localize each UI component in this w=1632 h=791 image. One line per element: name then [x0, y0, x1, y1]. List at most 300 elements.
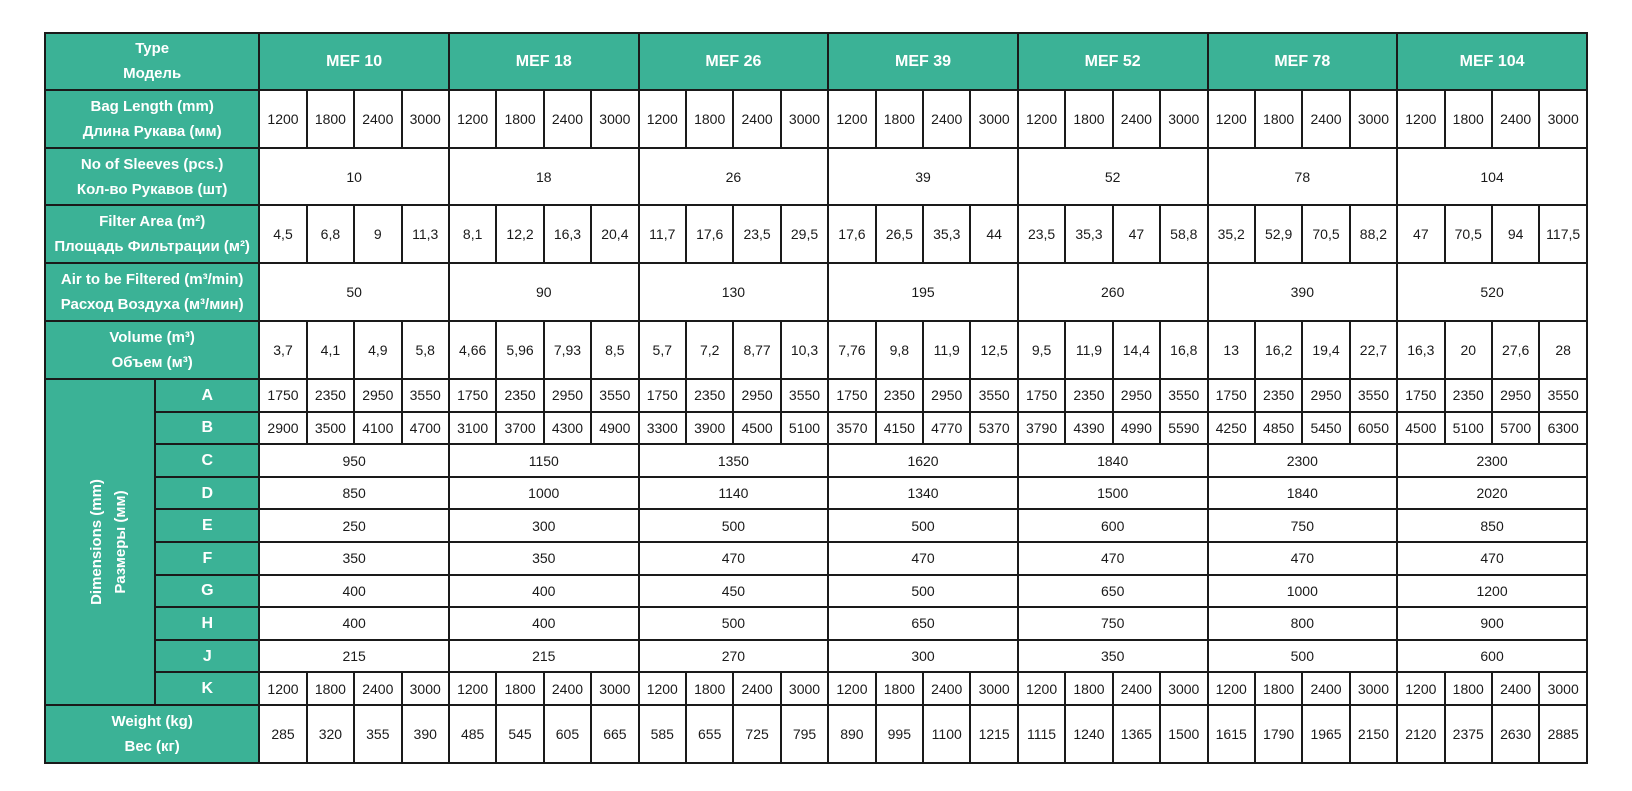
- volume-mef-52-cell: 14,4: [1113, 321, 1160, 379]
- dimension-a-mef-39-cell: 2950: [923, 379, 970, 412]
- bag-length-mef-10-cell: 1200: [259, 90, 306, 148]
- dimension-k-mef-10-cell: 3000: [402, 672, 449, 705]
- dimension-b-mef-26-cell: 5100: [781, 412, 828, 445]
- dimensions-label-rotated: [85, 479, 133, 605]
- volume-mef-18-cell: 7,93: [544, 321, 591, 379]
- air-label-line: Расход Воздуха (м³/мин): [60, 296, 244, 314]
- bag-length-mef-26-cell: 1800: [686, 90, 733, 148]
- row-volume: [45, 321, 1587, 379]
- bag-length-mef-10-cell: 2400: [354, 90, 401, 148]
- dimension-row-j: [45, 640, 1587, 673]
- dimension-a-mef-78-cell: 2950: [1302, 379, 1349, 412]
- sleeves-label: [45, 148, 259, 206]
- weight-mef-26-cell: 795: [781, 705, 828, 763]
- filter-area-mef-52-cell: 47: [1113, 205, 1160, 263]
- weight-mef-10-cell: 390: [402, 705, 449, 763]
- weight-mef-104-cell: 2885: [1539, 705, 1587, 763]
- sleeves-label-line: Кол-во Рукавов (шт): [76, 180, 228, 198]
- dimension-k-mef-52-cell: 2400: [1113, 672, 1160, 705]
- filter-area-label-line: Filter Area (m²): [99, 213, 206, 231]
- dimension-a-mef-26-cell: 3550: [781, 379, 828, 412]
- model-header-mef-26: MEF 26: [639, 33, 829, 90]
- dimension-k-mef-78-cell: 2400: [1302, 672, 1349, 705]
- bag-length-mef-26-cell: 1200: [639, 90, 686, 148]
- dimension-a-mef-10-cell: 1750: [259, 379, 306, 412]
- dimension-b-mef-78-cell: 4250: [1208, 412, 1255, 445]
- dimension-d-mef-104-cell: 2020: [1397, 477, 1587, 510]
- dimension-b-mef-52-cell: 5590: [1160, 412, 1207, 445]
- type-header-line: Модель: [123, 65, 182, 83]
- dimension-j-mef-78-cell: 500: [1208, 640, 1398, 673]
- bag-length-label-line: Bag Length (mm): [90, 97, 214, 115]
- filter-area-mef-104-cell: 117,5: [1539, 205, 1587, 263]
- dimension-b-mef-10-cell: 4100: [354, 412, 401, 445]
- row-bag-length: [45, 90, 1587, 148]
- dimension-f-mef-52-cell: 470: [1018, 542, 1208, 575]
- dimensions-label-line: Dimensions (mm): [87, 479, 105, 605]
- volume-mef-104-cell: 16,3: [1397, 321, 1444, 379]
- dimension-k-mef-18-cell: 2400: [544, 672, 591, 705]
- volume-mef-18-cell: 5,96: [496, 321, 543, 379]
- dimension-b-mef-10-cell: 3500: [307, 412, 354, 445]
- volume-label-line: Volume (m³): [109, 329, 195, 347]
- dimension-a-mef-10-cell: 2950: [354, 379, 401, 412]
- dimension-row-g: [45, 575, 1587, 608]
- weight-label-line: Weight (kg): [111, 712, 193, 730]
- dimension-a-mef-18-cell: 3550: [591, 379, 638, 412]
- dimension-f-mef-10-cell: 350: [259, 542, 449, 575]
- volume-mef-104-cell: 27,6: [1492, 321, 1539, 379]
- filter-area-mef-18-cell: 16,3: [544, 205, 591, 263]
- volume-mef-26-cell: 8,77: [733, 321, 780, 379]
- dimension-a-mef-78-cell: 1750: [1208, 379, 1255, 412]
- filter-area-mef-18-cell: 20,4: [591, 205, 638, 263]
- air-mef-10-cell: 50: [259, 263, 449, 321]
- dimension-d-mef-18-cell: 1000: [449, 477, 639, 510]
- bag-length-mef-18-cell: 1200: [449, 90, 496, 148]
- dimension-a-mef-18-cell: 1750: [449, 379, 496, 412]
- dimension-a-mef-26-cell: 2950: [733, 379, 780, 412]
- dimension-b-mef-78-cell: 5450: [1302, 412, 1349, 445]
- filter-area-mef-78-cell: 52,9: [1255, 205, 1302, 263]
- dimension-k-mef-104-cell: 1800: [1445, 672, 1492, 705]
- weight-mef-78-cell: 1965: [1302, 705, 1349, 763]
- dimension-b-mef-52-cell: 4390: [1065, 412, 1112, 445]
- dimension-j-mef-18-cell: 215: [449, 640, 639, 673]
- filter-area-mef-39-cell: 44: [970, 205, 1017, 263]
- weight-mef-39-cell: 1100: [923, 705, 970, 763]
- dimension-h-mef-18-cell: 400: [449, 607, 639, 640]
- filter-area-mef-52-cell: 23,5: [1018, 205, 1065, 263]
- dimension-letter-f: F: [155, 542, 259, 575]
- model-header-mef-10: MEF 10: [259, 33, 449, 90]
- weight-mef-18-cell: 545: [496, 705, 543, 763]
- filter-area-mef-104-cell: 47: [1397, 205, 1444, 263]
- dimension-e-mef-18-cell: 300: [449, 509, 639, 542]
- filter-area-label-line: Площадь Фильтрации (м²): [54, 238, 250, 256]
- bag-length-mef-104-cell: 2400: [1492, 90, 1539, 148]
- filter-area-mef-10-cell: 9: [354, 205, 401, 263]
- dimension-j-mef-39-cell: 300: [828, 640, 1018, 673]
- filter-area-mef-52-cell: 58,8: [1160, 205, 1207, 263]
- dimension-a-mef-104-cell: 2950: [1492, 379, 1539, 412]
- air-label: [45, 263, 259, 321]
- dimension-d-mef-52-cell: 1500: [1018, 477, 1208, 510]
- dimension-f-mef-18-cell: 350: [449, 542, 639, 575]
- sleeves-mef-104-cell: 104: [1397, 148, 1587, 206]
- air-mef-104-cell: 520: [1397, 263, 1587, 321]
- dimension-b-mef-10-cell: 2900: [259, 412, 306, 445]
- dimension-b-mef-52-cell: 3790: [1018, 412, 1065, 445]
- weight-mef-52-cell: 1500: [1160, 705, 1207, 763]
- dimension-c-mef-78-cell: 2300: [1208, 444, 1398, 477]
- dimension-k-mef-10-cell: 2400: [354, 672, 401, 705]
- dimension-k-mef-39-cell: 1200: [828, 672, 875, 705]
- bag-length-mef-104-cell: 3000: [1539, 90, 1587, 148]
- dimension-k-mef-26-cell: 3000: [781, 672, 828, 705]
- volume-mef-39-cell: 9,8: [876, 321, 923, 379]
- dimension-g-mef-52-cell: 650: [1018, 575, 1208, 608]
- dimension-b-mef-39-cell: 5370: [970, 412, 1017, 445]
- dimension-a-mef-26-cell: 2350: [686, 379, 733, 412]
- model-header-mef-52: MEF 52: [1018, 33, 1208, 90]
- volume-mef-78-cell: 16,2: [1255, 321, 1302, 379]
- filter-area-mef-104-cell: 70,5: [1445, 205, 1492, 263]
- dimension-g-mef-78-cell: 1000: [1208, 575, 1398, 608]
- dimension-g-mef-18-cell: 400: [449, 575, 639, 608]
- bag-length-mef-52-cell: 2400: [1113, 90, 1160, 148]
- filter-area-mef-18-cell: 12,2: [496, 205, 543, 263]
- volume-mef-26-cell: 5,7: [639, 321, 686, 379]
- dimension-j-mef-10-cell: 215: [259, 640, 449, 673]
- weight-mef-78-cell: 1615: [1208, 705, 1255, 763]
- dimension-k-mef-78-cell: 3000: [1350, 672, 1397, 705]
- dimension-letter-c: C: [155, 444, 259, 477]
- volume-mef-52-cell: 11,9: [1065, 321, 1112, 379]
- dimension-b-mef-39-cell: 4770: [923, 412, 970, 445]
- dimension-b-mef-18-cell: 4900: [591, 412, 638, 445]
- dimension-row-a: [45, 379, 1587, 412]
- weight-mef-39-cell: 890: [828, 705, 875, 763]
- volume-mef-10-cell: 5,8: [402, 321, 449, 379]
- volume-mef-39-cell: 11,9: [923, 321, 970, 379]
- dimension-j-mef-26-cell: 270: [639, 640, 829, 673]
- sleeves-mef-10-cell: 10: [259, 148, 449, 206]
- dimension-b-mef-26-cell: 3900: [686, 412, 733, 445]
- dimension-k-mef-18-cell: 1800: [496, 672, 543, 705]
- weight-mef-104-cell: 2120: [1397, 705, 1444, 763]
- dimension-b-mef-104-cell: 6300: [1539, 412, 1587, 445]
- weight-mef-10-cell: 320: [307, 705, 354, 763]
- dimension-g-mef-104-cell: 1200: [1397, 575, 1587, 608]
- volume-mef-52-cell: 16,8: [1160, 321, 1207, 379]
- bag-length-mef-10-cell: 3000: [402, 90, 449, 148]
- volume-label: [45, 321, 259, 379]
- dimension-a-mef-104-cell: 3550: [1539, 379, 1587, 412]
- dimension-a-mef-78-cell: 3550: [1350, 379, 1397, 412]
- dimension-b-mef-26-cell: 4500: [733, 412, 780, 445]
- row-sleeves: [45, 148, 1587, 206]
- dimension-h-mef-104-cell: 900: [1397, 607, 1587, 640]
- dimension-e-mef-26-cell: 500: [639, 509, 829, 542]
- dimension-b-mef-10-cell: 4700: [402, 412, 449, 445]
- dimension-a-mef-52-cell: 2950: [1113, 379, 1160, 412]
- dimension-f-mef-104-cell: 470: [1397, 542, 1587, 575]
- volume-mef-26-cell: 10,3: [781, 321, 828, 379]
- dimension-k-mef-18-cell: 1200: [449, 672, 496, 705]
- dimension-a-mef-104-cell: 2350: [1445, 379, 1492, 412]
- dimension-c-mef-52-cell: 1840: [1018, 444, 1208, 477]
- model-header-mef-78: MEF 78: [1208, 33, 1398, 90]
- dimension-letter-e: E: [155, 509, 259, 542]
- dimension-b-mef-18-cell: 3100: [449, 412, 496, 445]
- air-mef-78-cell: 390: [1208, 263, 1398, 321]
- bag-length-mef-39-cell: 1200: [828, 90, 875, 148]
- bag-length-mef-18-cell: 1800: [496, 90, 543, 148]
- filter-area-mef-78-cell: 70,5: [1302, 205, 1349, 263]
- weight-mef-104-cell: 2375: [1445, 705, 1492, 763]
- bag-length-mef-52-cell: 1200: [1018, 90, 1065, 148]
- sleeves-label-line: No of Sleeves (pcs.): [80, 155, 224, 173]
- dimension-k-mef-26-cell: 1800: [686, 672, 733, 705]
- dimension-d-mef-10-cell: 850: [259, 477, 449, 510]
- dimension-row-e: [45, 509, 1587, 542]
- filter-area-mef-39-cell: 35,3: [923, 205, 970, 263]
- dimension-h-mef-78-cell: 800: [1208, 607, 1398, 640]
- dimension-h-mef-10-cell: 400: [259, 607, 449, 640]
- bag-length-mef-78-cell: 1200: [1208, 90, 1255, 148]
- dimension-b-mef-78-cell: 6050: [1350, 412, 1397, 445]
- bag-length-mef-104-cell: 1800: [1445, 90, 1492, 148]
- dimension-row-f: [45, 542, 1587, 575]
- dimension-e-mef-104-cell: 850: [1397, 509, 1587, 542]
- dimension-e-mef-10-cell: 250: [259, 509, 449, 542]
- type-header: [45, 33, 259, 90]
- dimension-a-mef-18-cell: 2350: [496, 379, 543, 412]
- row-air: [45, 263, 1587, 321]
- filter-area-mef-52-cell: 35,3: [1065, 205, 1112, 263]
- dimension-k-mef-104-cell: 3000: [1539, 672, 1587, 705]
- header-row: [45, 33, 1587, 90]
- dimension-b-mef-18-cell: 4300: [544, 412, 591, 445]
- air-mef-26-cell: 130: [639, 263, 829, 321]
- dimension-b-mef-52-cell: 4990: [1113, 412, 1160, 445]
- sleeves-mef-52-cell: 52: [1018, 148, 1208, 206]
- row-weight: [45, 705, 1587, 763]
- dimension-a-mef-52-cell: 1750: [1018, 379, 1065, 412]
- sleeves-mef-39-cell: 39: [828, 148, 1018, 206]
- weight-mef-18-cell: 665: [591, 705, 638, 763]
- spec-table: [44, 32, 1588, 764]
- bag-length-mef-104-cell: 1200: [1397, 90, 1444, 148]
- volume-mef-39-cell: 7,76: [828, 321, 875, 379]
- dimension-c-mef-18-cell: 1150: [449, 444, 639, 477]
- weight-mef-52-cell: 1115: [1018, 705, 1065, 763]
- dimension-b-mef-104-cell: 4500: [1397, 412, 1444, 445]
- filter-area-mef-10-cell: 4,5: [259, 205, 306, 263]
- weight-mef-10-cell: 285: [259, 705, 306, 763]
- bag-length-mef-10-cell: 1800: [307, 90, 354, 148]
- weight-mef-39-cell: 995: [876, 705, 923, 763]
- dimension-b-mef-104-cell: 5100: [1445, 412, 1492, 445]
- sleeves-mef-78-cell: 78: [1208, 148, 1398, 206]
- dimension-k-mef-52-cell: 1800: [1065, 672, 1112, 705]
- weight-mef-52-cell: 1240: [1065, 705, 1112, 763]
- dimension-a-mef-39-cell: 1750: [828, 379, 875, 412]
- filter-area-mef-39-cell: 26,5: [876, 205, 923, 263]
- dimension-row-d: [45, 477, 1587, 510]
- dimension-a-mef-10-cell: 3550: [402, 379, 449, 412]
- bag-length-mef-52-cell: 1800: [1065, 90, 1112, 148]
- dimension-f-mef-78-cell: 470: [1208, 542, 1398, 575]
- dimension-h-mef-26-cell: 500: [639, 607, 829, 640]
- filter-area-mef-26-cell: 23,5: [733, 205, 780, 263]
- weight-mef-10-cell: 355: [354, 705, 401, 763]
- air-mef-39-cell: 195: [828, 263, 1018, 321]
- dimension-d-mef-78-cell: 1840: [1208, 477, 1398, 510]
- dimension-a-mef-104-cell: 1750: [1397, 379, 1444, 412]
- bag-length-mef-18-cell: 2400: [544, 90, 591, 148]
- dimension-a-mef-10-cell: 2350: [307, 379, 354, 412]
- model-header-mef-104: MEF 104: [1397, 33, 1587, 90]
- volume-mef-18-cell: 8,5: [591, 321, 638, 379]
- filter-area-mef-26-cell: 11,7: [639, 205, 686, 263]
- dimension-k-mef-78-cell: 1200: [1208, 672, 1255, 705]
- model-header-mef-18: MEF 18: [449, 33, 639, 90]
- dimension-k-mef-26-cell: 1200: [639, 672, 686, 705]
- bag-length-label-line: Длина Рукава (мм): [82, 122, 222, 140]
- filter-area-mef-26-cell: 29,5: [781, 205, 828, 263]
- dimension-h-mef-52-cell: 750: [1018, 607, 1208, 640]
- volume-mef-78-cell: 13: [1208, 321, 1255, 379]
- sleeves-mef-18-cell: 18: [449, 148, 639, 206]
- volume-label-line: Объем (м³): [111, 354, 193, 372]
- type-header-line: Type: [135, 40, 170, 58]
- dimension-e-mef-52-cell: 600: [1018, 509, 1208, 542]
- dimension-k-mef-26-cell: 2400: [733, 672, 780, 705]
- filter-area-mef-18-cell: 8,1: [449, 205, 496, 263]
- dimension-j-mef-104-cell: 600: [1397, 640, 1587, 673]
- air-mef-18-cell: 90: [449, 263, 639, 321]
- volume-mef-104-cell: 28: [1539, 321, 1587, 379]
- dimension-e-mef-39-cell: 500: [828, 509, 1018, 542]
- dimension-b-mef-39-cell: 4150: [876, 412, 923, 445]
- dimension-letter-b: B: [155, 412, 259, 445]
- weight-mef-78-cell: 2150: [1350, 705, 1397, 763]
- dimension-b-mef-39-cell: 3570: [828, 412, 875, 445]
- dimension-k-mef-52-cell: 1200: [1018, 672, 1065, 705]
- dimension-g-mef-39-cell: 500: [828, 575, 1018, 608]
- filter-area-mef-104-cell: 94: [1492, 205, 1539, 263]
- bag-length-mef-78-cell: 2400: [1302, 90, 1349, 148]
- weight-mef-104-cell: 2630: [1492, 705, 1539, 763]
- volume-mef-10-cell: 3,7: [259, 321, 306, 379]
- weight-mef-18-cell: 605: [544, 705, 591, 763]
- dimension-f-mef-39-cell: 470: [828, 542, 1018, 575]
- bag-length-label: [45, 90, 259, 148]
- weight-mef-52-cell: 1365: [1113, 705, 1160, 763]
- dimension-k-mef-104-cell: 1200: [1397, 672, 1444, 705]
- dimension-c-mef-104-cell: 2300: [1397, 444, 1587, 477]
- dimension-b-mef-104-cell: 5700: [1492, 412, 1539, 445]
- dimension-letter-a: A: [155, 379, 259, 412]
- dimension-a-mef-39-cell: 3550: [970, 379, 1017, 412]
- dimension-k-mef-52-cell: 3000: [1160, 672, 1207, 705]
- dimension-a-mef-52-cell: 3550: [1160, 379, 1207, 412]
- dimension-c-mef-39-cell: 1620: [828, 444, 1018, 477]
- dimension-a-mef-52-cell: 2350: [1065, 379, 1112, 412]
- dimension-k-mef-78-cell: 1800: [1255, 672, 1302, 705]
- bag-length-mef-39-cell: 3000: [970, 90, 1017, 148]
- dimension-k-mef-10-cell: 1800: [307, 672, 354, 705]
- dimension-letter-d: D: [155, 477, 259, 510]
- filter-area-mef-26-cell: 17,6: [686, 205, 733, 263]
- dimension-letter-j: J: [155, 640, 259, 673]
- weight-label: [45, 705, 259, 763]
- dimension-f-mef-26-cell: 470: [639, 542, 829, 575]
- weight-mef-26-cell: 725: [733, 705, 780, 763]
- bag-length-mef-26-cell: 3000: [781, 90, 828, 148]
- bag-length-mef-78-cell: 1800: [1255, 90, 1302, 148]
- bag-length-mef-39-cell: 2400: [923, 90, 970, 148]
- dimension-d-mef-26-cell: 1140: [639, 477, 829, 510]
- dimensions-label: [45, 379, 155, 705]
- volume-mef-78-cell: 19,4: [1302, 321, 1349, 379]
- dimension-row-b: [45, 412, 1587, 445]
- row-filter-area: [45, 205, 1587, 263]
- dimension-j-mef-52-cell: 350: [1018, 640, 1208, 673]
- filter-area-mef-78-cell: 35,2: [1208, 205, 1255, 263]
- air-mef-52-cell: 260: [1018, 263, 1208, 321]
- bag-length-mef-78-cell: 3000: [1350, 90, 1397, 148]
- bag-length-mef-52-cell: 3000: [1160, 90, 1207, 148]
- dimension-c-mef-10-cell: 950: [259, 444, 449, 477]
- dimension-c-mef-26-cell: 1350: [639, 444, 829, 477]
- filter-area-mef-10-cell: 11,3: [402, 205, 449, 263]
- dimension-a-mef-26-cell: 1750: [639, 379, 686, 412]
- dimension-e-mef-78-cell: 750: [1208, 509, 1398, 542]
- weight-label-line: Вес (кг): [124, 737, 180, 755]
- volume-mef-18-cell: 4,66: [449, 321, 496, 379]
- volume-mef-39-cell: 12,5: [970, 321, 1017, 379]
- volume-mef-10-cell: 4,9: [354, 321, 401, 379]
- dimension-b-mef-26-cell: 3300: [639, 412, 686, 445]
- dimension-k-mef-39-cell: 2400: [923, 672, 970, 705]
- weight-mef-26-cell: 585: [639, 705, 686, 763]
- dimension-letter-g: G: [155, 575, 259, 608]
- dimension-a-mef-18-cell: 2950: [544, 379, 591, 412]
- bag-length-mef-26-cell: 2400: [733, 90, 780, 148]
- dimension-d-mef-39-cell: 1340: [828, 477, 1018, 510]
- dimension-letter-h: H: [155, 607, 259, 640]
- volume-mef-26-cell: 7,2: [686, 321, 733, 379]
- air-label-line: Air to be Filtered (m³/min): [60, 271, 244, 289]
- weight-mef-26-cell: 655: [686, 705, 733, 763]
- volume-mef-10-cell: 4,1: [307, 321, 354, 379]
- dimension-k-mef-104-cell: 2400: [1492, 672, 1539, 705]
- dimensions-label-line: Размеры (мм): [111, 490, 129, 594]
- filter-area-mef-10-cell: 6,8: [307, 205, 354, 263]
- volume-mef-52-cell: 9,5: [1018, 321, 1065, 379]
- bag-length-mef-39-cell: 1800: [876, 90, 923, 148]
- dimension-b-mef-18-cell: 3700: [496, 412, 543, 445]
- dimension-h-mef-39-cell: 650: [828, 607, 1018, 640]
- dimension-row-k: [45, 672, 1587, 705]
- dimension-row-h: [45, 607, 1587, 640]
- volume-mef-104-cell: 20: [1445, 321, 1492, 379]
- dimension-g-mef-10-cell: 400: [259, 575, 449, 608]
- dimension-k-mef-10-cell: 1200: [259, 672, 306, 705]
